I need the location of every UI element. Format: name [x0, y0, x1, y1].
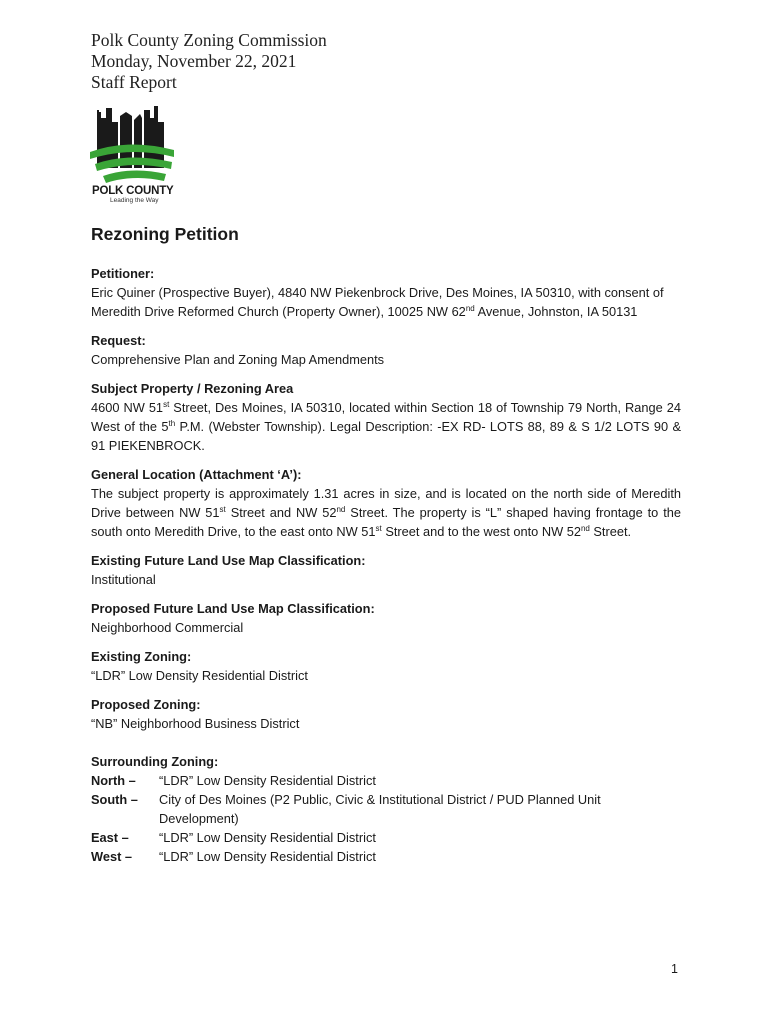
existing-zoning-section [91, 647, 681, 685]
header-date: Monday, November 22, 2021 [91, 51, 297, 71]
location-ordinal: nd [336, 505, 346, 514]
proposed-zoning-section [91, 695, 681, 733]
general-location-label: General Location (Attachment ‘A’): [91, 467, 302, 482]
subject-property-label: Subject Property / Rezoning Area [91, 381, 294, 396]
report-body [91, 264, 681, 876]
logo-tagline: Leading the Way [110, 197, 159, 204]
subject-ordinal: st [163, 400, 170, 409]
zoning-row-south [91, 790, 681, 828]
petitioner-label: Petitioner: [91, 266, 155, 281]
surrounding-zoning-section [91, 752, 681, 866]
petitioner-text [91, 283, 681, 321]
page-title: Rezoning Petition [91, 224, 239, 244]
proposed-zoning-value: “NB” Neighborhood Business District [91, 716, 300, 731]
zoning-row-north [91, 771, 681, 790]
subject-text-part: Street, Des Moines, IA 50310, located within Section 18 of Township 79 North, Range 24 West of the 5 [91, 400, 681, 434]
zoning-value: “LDR” Low Density Residential District [159, 830, 376, 845]
request-label: Request: [91, 333, 146, 348]
zoning-row-east [91, 828, 681, 847]
existing-flu-value: Institutional [91, 572, 156, 587]
petitioner-text-part: Avenue, Johnston, IA 50131 [474, 304, 638, 319]
skyline-logo-icon [88, 104, 180, 184]
location-ordinal: st [375, 524, 382, 533]
location-text-part: Street and NW 52 [225, 505, 337, 520]
location-ordinal: nd [580, 524, 590, 533]
logo-name: POLK COUNTY [92, 185, 174, 197]
subject-property-text [91, 398, 681, 455]
proposed-zoning-label: Proposed Zoning: [91, 697, 201, 712]
location-text-part: Street and to the west onto NW 52 [381, 524, 581, 539]
request-text: Comprehensive Plan and Zoning Map Amendments [91, 352, 385, 367]
location-text-part: Street. [589, 524, 632, 539]
zoning-value: City of Des Moines (P2 Public, Civic & Institutional District / PUD Planned Unit Development) [159, 792, 601, 826]
zoning-value: “LDR” Low Density Residential District [159, 849, 376, 864]
existing-flu-label: Existing Future Land Use Map Classification: [91, 553, 366, 568]
polk-county-logo [88, 104, 180, 205]
location-ordinal: st [219, 505, 226, 514]
location-text-part: The subject property is approximately 1.31 acres in size, and is located on the north side of Meredith Drive between NW 51 [91, 486, 681, 520]
existing-zoning-label: Existing Zoning: [91, 649, 192, 664]
zoning-value: “LDR” Low Density Residential District [159, 773, 376, 788]
existing-flu-section [91, 551, 681, 589]
subject-text-part: 4600 NW 51 [91, 400, 164, 415]
header-report-type: Staff Report [91, 72, 177, 92]
zoning-direction: West – [91, 849, 133, 864]
zoning-direction: East – [91, 830, 129, 845]
proposed-flu-label: Proposed Future Land Use Map Classification: [91, 601, 375, 616]
general-location-section [91, 465, 681, 541]
general-location-text [91, 484, 681, 541]
page-number: 1 [671, 962, 678, 976]
petitioner-ordinal: nd [465, 304, 475, 313]
zoning-direction: South – [91, 792, 138, 807]
report-header [91, 30, 327, 93]
existing-zoning-value: “LDR” Low Density Residential District [91, 668, 308, 683]
location-text-part: Street. The property is “L” shaped having frontage to the south onto Meredith Drive, to the east onto NW 51 [91, 505, 681, 539]
surrounding-zoning-label: Surrounding Zoning: [91, 754, 219, 769]
request-section [91, 331, 681, 369]
proposed-flu-value: Neighborhood Commercial [91, 620, 244, 635]
zoning-row-west [91, 847, 681, 866]
zoning-direction: North – [91, 773, 136, 788]
petitioner-section [91, 264, 681, 321]
header-commission: Polk County Zoning Commission [91, 30, 327, 50]
proposed-flu-section [91, 599, 681, 637]
subject-text-part: P.M. (Webster Township). Legal Description: -EX RD- LOTS 88, 89 & S 1/2 LOTS 90 & 91 PIEKENBROCK. [91, 419, 681, 453]
subject-ordinal: th [168, 419, 176, 428]
petitioner-text-part: Eric Quiner (Prospective Buyer), 4840 NW Piekenbrock Drive, Des Moines, IA 50310, with consent of Meredith Drive Reformed Church (Property Owner), 10025 NW 62 [91, 285, 664, 319]
subject-property-section [91, 379, 681, 455]
